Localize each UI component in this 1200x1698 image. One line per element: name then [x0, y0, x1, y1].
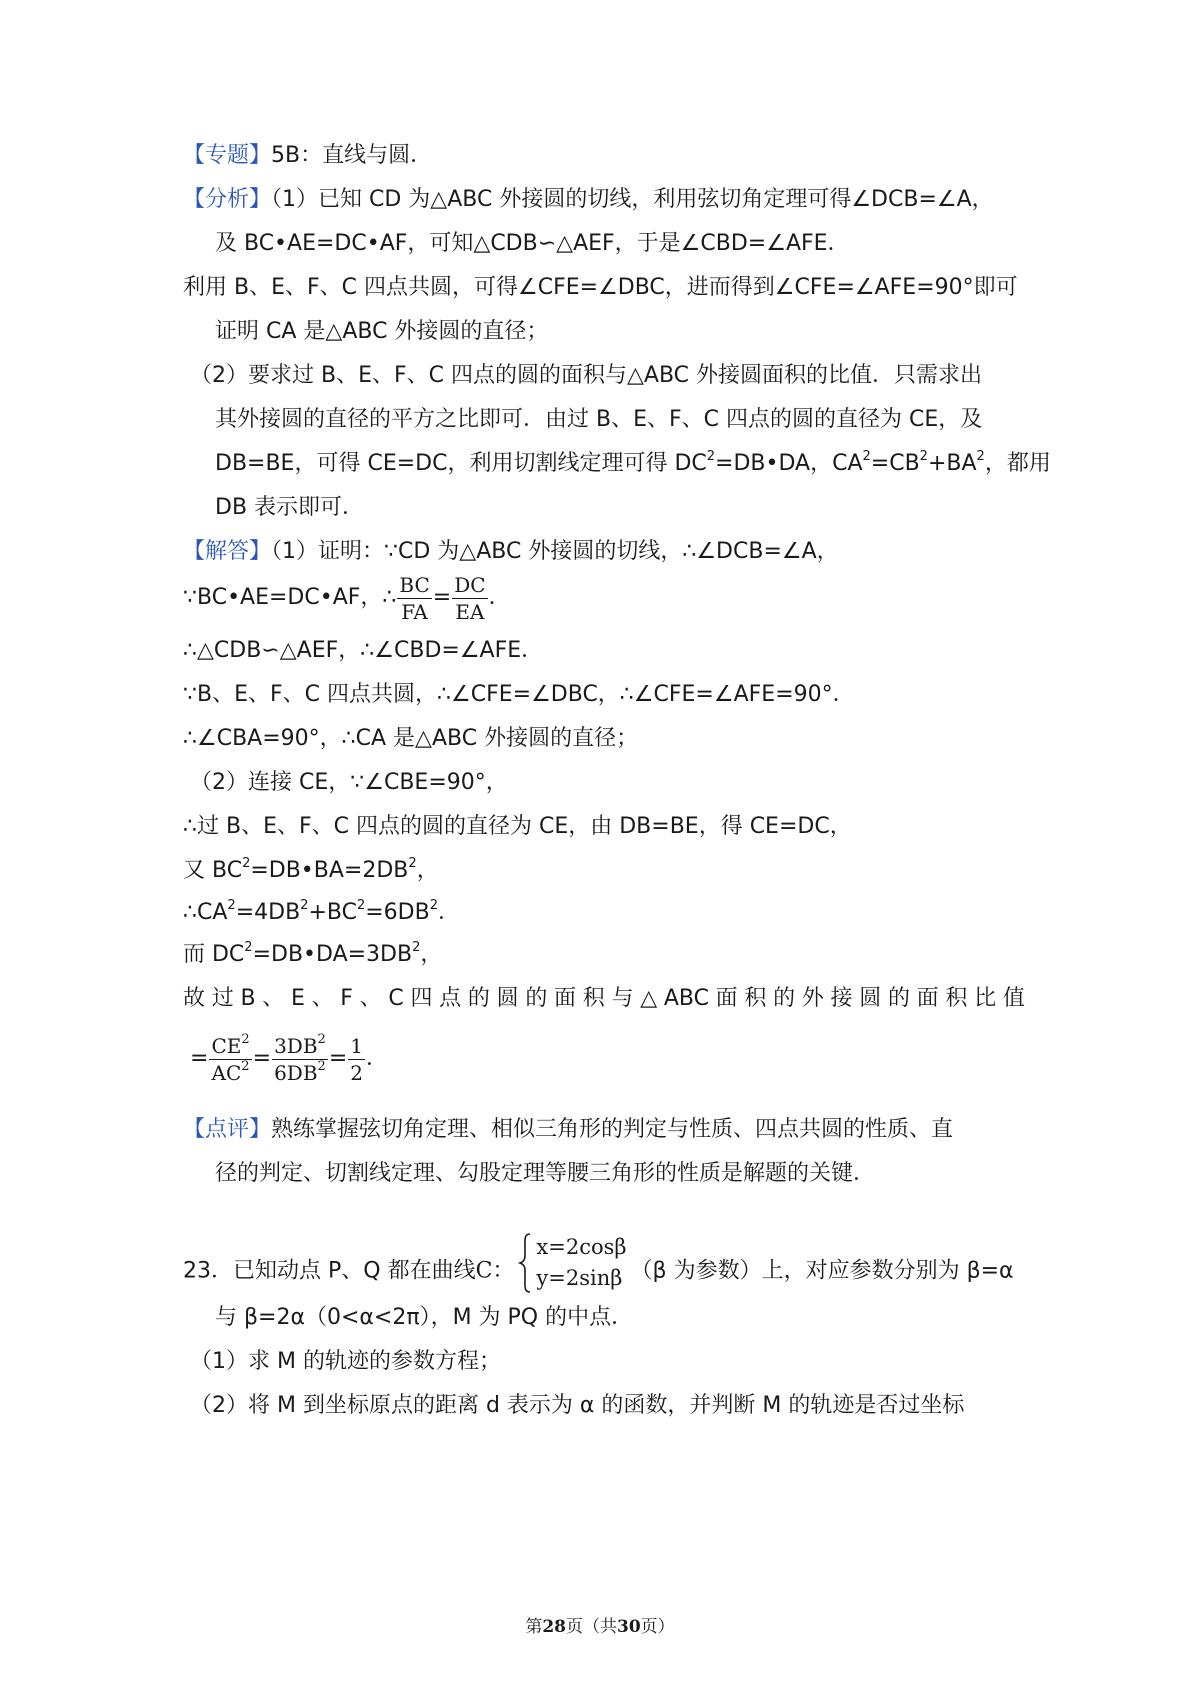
solution-text-8c: ，: [416, 858, 439, 883]
spread-token: F: [340, 986, 353, 1011]
spread-token: 比: [974, 986, 997, 1011]
comment-line-2: 径的判定、切割线定理、勾股定理等腰三角形的性质是解题的关键．: [215, 1161, 876, 1186]
spread-token: 积: [582, 986, 605, 1011]
superscript: 2: [300, 897, 309, 913]
spread-token: 四: [410, 986, 433, 1011]
solution-text-8b: =DB•BA=2DB: [250, 858, 409, 883]
equals-sign: =: [190, 1046, 209, 1071]
spread-token: 故: [183, 986, 206, 1011]
superscript: 2: [241, 1031, 250, 1047]
fraction-bc-fa: [397, 572, 431, 625]
equals-sign: =: [432, 585, 452, 610]
superscript: 2: [244, 939, 253, 955]
analysis-line-4: 证明 CA 是△ABC 外接圆的直径；: [215, 319, 549, 344]
solution-text-10a: 而 DC: [183, 942, 245, 967]
spread-token: C: [388, 986, 404, 1011]
solution-text-2a: ∵BC•AE=DC•AF，∴: [183, 585, 397, 610]
spread-token: 面: [715, 986, 738, 1011]
fraction-denominator: [272, 1060, 328, 1086]
superscript: 2: [919, 448, 928, 464]
spread-token: 的: [773, 986, 796, 1011]
footer-text: 页（共: [566, 1617, 617, 1637]
fraction-3db2-6db2: [272, 1033, 328, 1086]
spread-token: 、: [359, 986, 382, 1011]
superscript: 2: [317, 1031, 326, 1047]
fraction-denominator: FA: [401, 599, 428, 624]
analysis-tag: 【分析】: [183, 187, 272, 212]
superscript: 2: [227, 897, 236, 913]
solution-line-4: ∵B、E、F、C 四点共圆，∴∠CFE=∠DBC，∴∠CFE=∠AFE=90°．: [183, 682, 855, 707]
analysis-text-7b: =DB•DA，CA: [715, 451, 863, 476]
problem-23-line-4: （2）将 M 到坐标原点的距离 d 表示为 α 的函数，并判断 M 的轨迹是否过坐标: [190, 1393, 965, 1418]
parametric-system: [518, 1232, 626, 1311]
problem-23-text-1b: （β 为参数）上，对应参数分别为 β=α: [630, 1258, 1014, 1284]
solution-text-10c: ，: [420, 942, 443, 967]
comment-tag: 【点评】: [183, 1117, 272, 1142]
solution-line-9: [183, 898, 1025, 928]
total-pages: 30: [617, 1617, 641, 1637]
curve-label: C：: [475, 1258, 515, 1284]
spread-token: 圆: [859, 986, 882, 1011]
spread-token: 的: [467, 986, 490, 1011]
superscript: 2: [356, 897, 366, 913]
footer-text: 第: [525, 1617, 543, 1637]
fraction-1-2: [348, 1033, 365, 1086]
solution-line-3: ∴△CDB∽△AEF，∴∠CBD=∠AFE．: [183, 638, 544, 663]
problem-23-line-3: （1）求 M 的轨迹的参数方程；: [190, 1349, 501, 1374]
superscript: 2: [862, 448, 871, 464]
equation-y: y=2sinβ: [536, 1266, 623, 1290]
spread-token: 、: [262, 986, 285, 1011]
solution-line-7: ∴过 B、E、F、C 四点的圆的直径为 CE，由 DB=BE，得 CE=DC，: [183, 814, 852, 839]
solution-text-8a: 又 BC: [183, 858, 243, 883]
analysis-text-7a: DB=BE，可得 CE=DC，利用切割线定理可得 DC: [215, 451, 707, 476]
fraction-dc-ea: [452, 572, 487, 625]
spread-token: 面: [916, 986, 939, 1011]
fraction-denominator: 2: [350, 1060, 363, 1085]
fraction-numerator: [209, 1033, 251, 1060]
fraction-numerator: DC: [454, 572, 486, 597]
spread-token: 面: [554, 986, 577, 1011]
superscript: 2: [242, 855, 251, 871]
spread-token: 的: [525, 986, 548, 1011]
superscript: 2: [408, 855, 417, 871]
problem-23-line-1: [183, 1232, 1025, 1296]
solution-text-9c: +BC: [308, 900, 357, 925]
solution-line-2: [183, 570, 1025, 630]
superscript: 2: [317, 1058, 326, 1074]
spread-token: 圆: [496, 986, 519, 1011]
solution-line-8: [183, 856, 1025, 886]
spread-token: 积: [945, 986, 968, 1011]
solution-text-9e: ．: [438, 900, 461, 925]
fraction-numerator: BC: [399, 572, 430, 597]
fraction-numerator: [272, 1033, 328, 1060]
analysis-line-1: [183, 185, 1025, 215]
analysis-line-5: （2）要求过 B、E、F、C 四点的圆的面积与△ABC 外接圆面积的比值．只需求出: [190, 363, 983, 388]
analysis-line-8: DB 表示即可．: [215, 495, 365, 520]
equation-x: x=2cosβ: [536, 1235, 627, 1259]
fraction-ce2-ac2: [209, 1033, 251, 1086]
solution-tag: 【解答】: [183, 539, 272, 564]
solution-line-1: [183, 537, 1025, 567]
analysis-line-2: 及 BC•AE=DC•AF，可知△CDB∽△AEF，于是∠CBD=∠AFE．: [215, 231, 850, 256]
footer-text: 页）: [640, 1617, 675, 1637]
problem-23-text-1a: 23．已知动点 P、Q 都在曲线: [183, 1258, 476, 1284]
analysis-line-6: 其外接圆的直径的平方之比即可．由过 B、E、F、C 四点的圆的直径为 CE，及: [215, 407, 983, 432]
equations: [536, 1232, 626, 1294]
spread-token: 与: [611, 986, 634, 1011]
spread-token: 外: [801, 986, 824, 1011]
spread-token: E: [290, 986, 305, 1011]
page-footer: [0, 1612, 1200, 1637]
page-number: 28: [542, 1617, 566, 1637]
spread-token: 过: [211, 986, 234, 1011]
spread-token: 、: [311, 986, 334, 1011]
fraction-numerator-text: 3DB: [274, 1033, 318, 1058]
fraction-numerator: 1: [350, 1033, 363, 1058]
solution-text-9a: ∴CA: [183, 900, 228, 925]
comment-line-1: [183, 1115, 1025, 1145]
topic-line: [183, 141, 1025, 171]
analysis-text-7c: =CB: [870, 451, 920, 476]
solution-line-5: ∴∠CBA=90°，∴CA 是△ABC 外接圆的直径；: [183, 726, 639, 751]
fraction-denominator: EA: [455, 599, 485, 624]
spread-token: △: [640, 986, 658, 1011]
spread-token: 值: [1002, 986, 1025, 1011]
spread-token: B: [240, 986, 256, 1011]
spread-token: 接: [830, 986, 853, 1011]
fraction-denominator-text: AC: [211, 1060, 242, 1085]
equals-sign: =: [328, 1046, 348, 1071]
topic-text: 5B：直线与圆．: [271, 143, 433, 168]
analysis-text-1: （1）已知 CD 为△ABC 外接圆的切线，利用弦切角定理可得∠DCB=∠A，: [271, 187, 994, 212]
spread-token: 点: [439, 986, 462, 1011]
comment-text-1: 熟练掌握弦切角定理、相似三角形的判定与性质、四点共圆的性质、直: [271, 1117, 954, 1142]
solution-line-11: [183, 984, 1025, 1014]
topic-tag: 【专题】: [183, 143, 272, 168]
solution-text-10b: =DB•DA=3DB: [252, 942, 413, 967]
left-brace-icon: [518, 1232, 532, 1294]
analysis-line-3: 利用 B、E、F、C 四点共圆，可得∠CFE=∠DBC，进而得到∠CFE=∠AFE=90°即可: [183, 275, 1018, 300]
solution-line-10: [183, 940, 1025, 970]
analysis-text-7d: +BA: [927, 451, 977, 476]
period: ．: [488, 585, 511, 610]
solution-text-9b: =4DB: [235, 900, 301, 925]
superscript: 2: [706, 448, 716, 464]
equals-sign: =: [252, 1046, 272, 1071]
spread-token: ABC: [663, 986, 709, 1011]
fraction-denominator: [209, 1060, 251, 1086]
analysis-line-7: [215, 449, 1057, 479]
solution-text-1: （1）证明：∵CD 为△ABC 外接圆的切线，∴∠DCB=∠A，: [271, 539, 839, 564]
solution-text-9d: =6DB: [365, 900, 430, 925]
solution-line-6: （2）连接 CE，∵∠CBE=90°，: [190, 770, 508, 795]
spread-token: 积: [744, 986, 767, 1011]
fraction-numerator-text: CE: [211, 1033, 242, 1058]
superscript: 2: [241, 1058, 250, 1074]
problem-23-line-2: 与 β=2α（0<α<2π），M 为 PQ 的中点．: [215, 1305, 634, 1330]
superscript: 2: [976, 448, 985, 464]
superscript: 2: [412, 939, 421, 955]
superscript: 2: [429, 897, 438, 913]
fraction-denominator-text: 6DB: [274, 1060, 318, 1085]
solution-line-12: [190, 1030, 1032, 1094]
period: ．: [365, 1046, 388, 1071]
spread-token: 的: [887, 986, 910, 1011]
analysis-text-7e: ，都用: [984, 451, 1051, 476]
